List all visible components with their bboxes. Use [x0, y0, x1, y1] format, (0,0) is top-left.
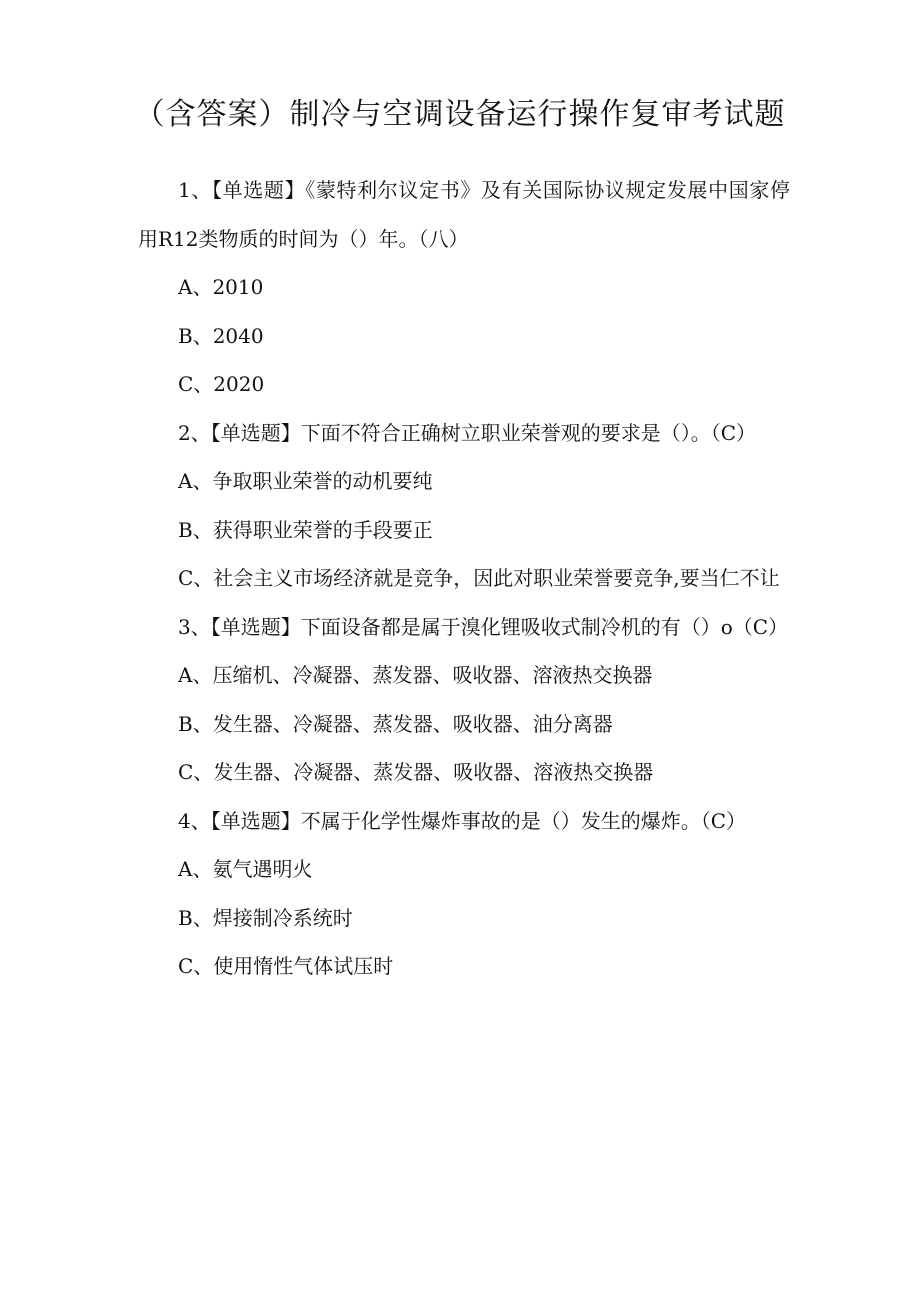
- question-text: 3、【单选题】下面设备都是属于溴化锂吸收式制冷机的有（）o（C）: [178, 614, 789, 639]
- question-text: 2、【单选题】下面不符合正确树立职业荣誉观的要求是（）。（C）: [178, 420, 757, 445]
- option-a: A、氨气遇明火: [178, 857, 313, 881]
- option-c: C、社会主义市场经济就是竞争，因此对职业荣誉要竞争,要当仁不让: [178, 566, 780, 590]
- question-block-3: [138, 603, 790, 797]
- question-block-1: [138, 166, 790, 409]
- question-block-4: [138, 797, 790, 991]
- option-b: B、发生器、冷凝器、蒸发器、吸收器、油分离器: [178, 711, 613, 736]
- option-c: C、使用惰性气体试压时: [178, 954, 394, 978]
- question-text: 4、【单选题】不属于化学性爆炸事故的是（）发生的爆炸。（C）: [178, 808, 747, 833]
- option-b: B、焊接制冷系统时: [178, 905, 353, 930]
- option-b: B、2040: [178, 323, 264, 348]
- option-c: C、发生器、冷凝器、蒸发器、吸收器、溶液热交换器: [178, 760, 654, 784]
- option-c: C、2020: [178, 372, 265, 396]
- option-a: A、压缩机、冷凝器、蒸发器、吸收器、溶液热交换器: [178, 663, 653, 687]
- option-b: B、获得职业荣誉的手段要正: [178, 517, 433, 542]
- question-list: [138, 166, 790, 991]
- option-a: A、争取职业荣誉的动机要纯: [178, 469, 433, 493]
- question-text: 1、【单选题】《蒙特利尔议定书》及有关国际协议规定发展中国家停用R12类物质的时间为（）年。（八）: [138, 178, 790, 251]
- question-block-2: [138, 409, 790, 603]
- page-title: （含答案）制冷与空调设备运行操作复审考试题: [134, 97, 786, 132]
- option-a: A、2010: [178, 275, 264, 299]
